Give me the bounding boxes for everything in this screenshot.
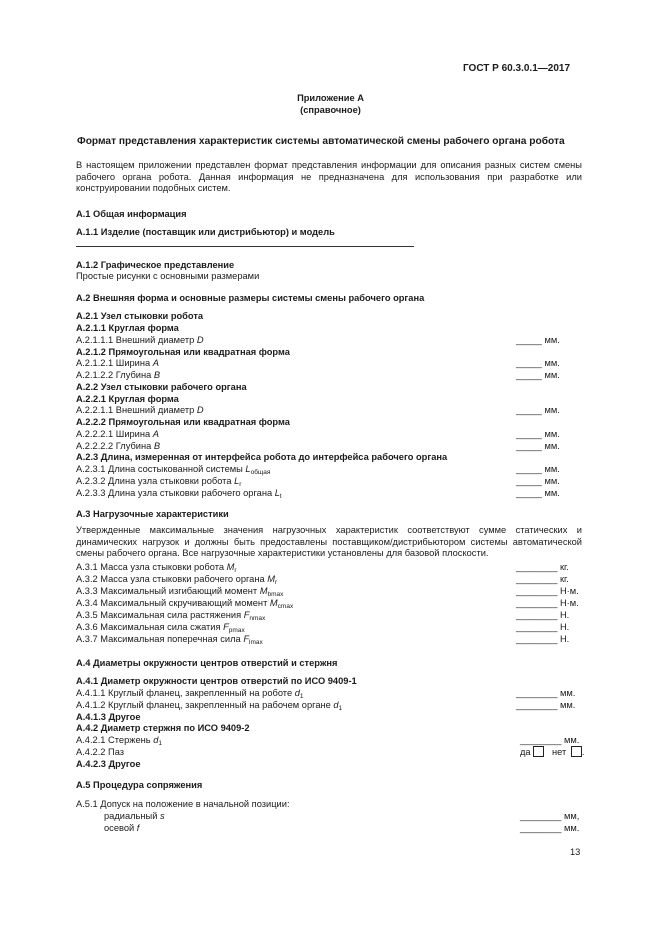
item-a421: А.4.2.1 Стержень $d_1$	[76, 735, 163, 747]
intro-text: В настоящем приложении представлен формат представления информации для описания разных систем смены рабочего органа робота. Данная информация не предназначена для использования при разработке или конструировании подобных систем.	[76, 160, 582, 193]
no-option[interactable]: нет .	[552, 747, 585, 757]
section-a12-title: А.1.2 Графическое представление	[76, 260, 235, 270]
item-a412: А.4.1.2 Круглый фланец, закрепленный на рабочем органе $d_1$	[76, 700, 343, 712]
unit-a2122: _____ мм.	[516, 370, 560, 380]
item-a2211: А.2.2.1.1 Внешний диаметр D	[76, 405, 204, 415]
section-a212-title: А.2.1.2 Прямоугольная или квадратная форма	[76, 347, 290, 357]
unit-a37: ________ Н.	[516, 634, 570, 644]
section-a42-title: А.4.2 Диаметр стержня по ИСО 9409-2	[76, 723, 250, 733]
unit-a421: ________ мм.	[520, 735, 580, 745]
section-a211-title: А.2.1.1 Круглая форма	[76, 323, 179, 333]
unit-a34: ________ Н·м.	[516, 598, 579, 608]
yes-option[interactable]: да	[520, 746, 544, 758]
item-a34: А.3.4 Максимальный скручивающий момент $M_{cmax}$	[76, 598, 294, 610]
item-a51: А.5.1 Допуск на положение в начальной позиции:	[76, 799, 290, 809]
item-a2111: А.2.1.1.1 Внешний диаметр D	[76, 335, 204, 345]
appendix-subtitle: (справочное)	[300, 105, 361, 115]
section-a12-text: Простые рисунки с основными размерами	[76, 271, 260, 281]
section-a1-title: А.1 Общая информация	[76, 209, 187, 219]
section-a2-title: А.2 Внешняя форма и основные размеры системы смены рабочего органа	[76, 293, 425, 303]
main-title: Формат представления характеристик системы автоматической смены рабочего органа робота	[77, 136, 565, 147]
unit-a32: ________ кг.	[516, 574, 569, 584]
yes-checkbox[interactable]	[533, 746, 544, 757]
standard-number: ГОСТ Р 60.3.0.1—2017	[463, 63, 571, 74]
item-a232: А.2.3.2 Длина узла стыковки робота $L_r$	[76, 476, 242, 488]
section-a22-title: А.2.2 Узел стыковки рабочего органа	[76, 382, 247, 392]
item-a36: А.3.6 Максимальная сила сжатия $F_{pmax}$	[76, 622, 245, 634]
item-radial: радиальный s	[104, 811, 165, 821]
section-a4-title: А.4 Диаметры окружности центров отверстий и стержня	[76, 658, 338, 668]
unit-a2111: _____ мм.	[516, 335, 560, 345]
item-a2222: А.2.2.2.2 Глубина B	[76, 441, 161, 451]
intro-paragraph	[76, 160, 582, 195]
section-a23-title: А.2.3 Длина, измеренная от интерфейса робота до интерфейса рабочего органа	[76, 452, 448, 462]
unit-a2222: _____ мм.	[516, 441, 560, 451]
section-a5-title: А.5 Процедура сопряжения	[76, 780, 203, 790]
item-a231: А.2.3.1 Длина состыкованной системы $L_{общая}$	[76, 464, 271, 476]
item-a233: А.2.3.3 Длина узла стыковки рабочего органа $L_t$	[76, 488, 282, 500]
unit-a232: _____ мм.	[516, 476, 560, 486]
section-a423-title: А.4.2.3 Другое	[76, 759, 141, 769]
unit-a2121: _____ мм.	[516, 358, 560, 368]
no-checkbox[interactable]	[571, 746, 582, 757]
unit-axial: ________ мм.	[520, 823, 580, 833]
unit-a231: _____ мм.	[516, 464, 560, 474]
section-a21-title: А.2.1 Узел стыковки робота	[76, 311, 204, 321]
item-a35: А.3.5 Максимальная сила растяжения $F_{nmax}$	[76, 610, 266, 622]
item-a422: А.4.2.2 Паз	[76, 747, 125, 757]
item-a33: А.3.3 Максимальный изгибающий момент $M_{bmax}$	[76, 586, 284, 598]
unit-a33: ________ Н·м.	[516, 586, 579, 596]
section-a222-title: А.2.2.2 Прямоугольная или квадратная форма	[76, 417, 290, 427]
unit-radial: ________ мм,	[520, 811, 580, 821]
section-a3-paragraph: Утвержденные максимальные значения нагрузочных характеристик соответствуют сумме статических и динамических нагрузок и должны быть предоставлены поставщиком/дистрибьютором системы автоматической смены рабочего органа. Все нагрузочные характеристики установлены для базовой плоскости.	[76, 525, 582, 558]
unit-a35: ________ Н.	[516, 610, 570, 620]
section-a413-title: А.4.1.3 Другое	[76, 712, 141, 722]
item-a2122: А.2.1.2.2 Глубина B	[76, 370, 161, 380]
unit-a412: ________ мм.	[516, 700, 576, 710]
unit-a36: ________ Н.	[516, 622, 570, 632]
page-number: 13	[570, 847, 581, 857]
section-a3-title: А.3 Нагрузочные характеристики	[76, 509, 229, 519]
unit-a411: ________ мм.	[516, 688, 576, 698]
item-a2121: А.2.1.2.1 Ширина A	[76, 358, 159, 368]
appendix-title: Приложение А	[297, 93, 364, 103]
section-a41-title: А.4.1 Диаметр окружности центров отверстий по ИСО 9409-1	[76, 676, 357, 686]
unit-a2221: _____ мм.	[516, 429, 560, 439]
item-a32: А.3.2 Масса узла стыковки рабочего органа $M_r$	[76, 574, 278, 586]
item-axial: осевой f	[104, 823, 140, 833]
item-a411: А.4.1.1 Круглый фланец, закрепленный на роботе $d_1$	[76, 688, 304, 700]
model-fill-line	[76, 246, 414, 247]
item-a2221: А.2.2.2.1 Ширина A	[76, 429, 159, 439]
section-a11-title: А.1.1 Изделие (поставщик или дистрибьютор) и модель	[76, 227, 335, 237]
unit-a233: _____ мм.	[516, 488, 560, 498]
section-a221-title: А.2.2.1 Круглая форма	[76, 394, 179, 404]
item-a31: А.3.1 Масса узла стыковки робота $M_r$	[76, 562, 237, 574]
unit-a2211: _____ мм.	[516, 405, 560, 415]
item-a37: А.3.7 Максимальная поперечная сила $F_{lmax}$	[76, 634, 263, 646]
unit-a31: ________ кг.	[516, 562, 569, 572]
